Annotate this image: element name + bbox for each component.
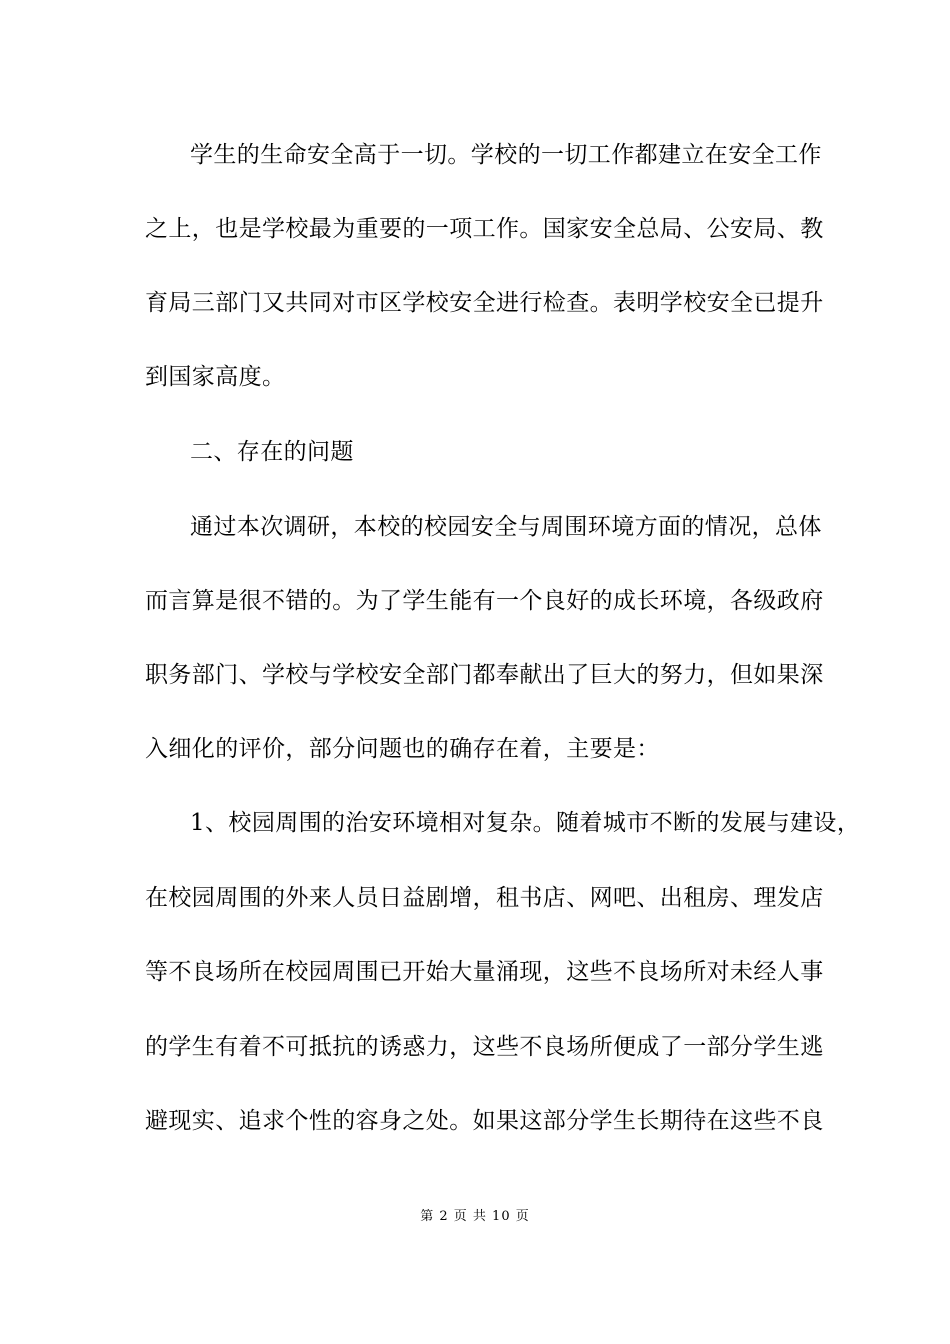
paragraph-line: 职务部门、学校与学校安全部门都奉献出了巨大的努力，但如果深 <box>145 662 824 688</box>
paragraph-line: 的学生有着不可抵抗的诱惑力，这些不良场所便成了一部分学生逃 <box>145 1034 824 1060</box>
paragraph-line: 1、校园周围的治安环境相对复杂。随着城市不断的发展与建设， <box>190 810 861 836</box>
paragraph-line: 之上，也是学校最为重要的一项工作。国家安全总局、公安局、教 <box>145 216 824 242</box>
paragraph-line: 到国家高度。 <box>145 364 286 390</box>
paragraph-line: 等不良场所在校园周围已开始大量涌现，这些不良场所对未经人事 <box>145 959 824 985</box>
paragraph-line: 入细化的评价，部分问题也的确存在着，主要是： <box>145 736 660 762</box>
paragraph-line: 而言算是很不错的。为了学生能有一个良好的成长环境，各级政府 <box>145 588 824 614</box>
paragraph-line: 通过本次调研，本校的校园安全与周围环境方面的情况，总体 <box>190 514 822 540</box>
paragraph-line: 避现实、追求个性的容身之处。如果这部分学生长期待在这些不良 <box>145 1108 824 1134</box>
page-number-footer: 第 2 页 共 10 页 <box>420 1209 530 1224</box>
paragraph-line: 学生的生命安全高于一切。学校的一切工作都建立在安全工作 <box>190 142 822 168</box>
section-heading: 二、存在的问题 <box>190 439 354 465</box>
paragraph-line: 在校园周围的外来人员日益剧增，租书店、网吧、出租房、理发店 <box>145 885 824 911</box>
paragraph-line: 育局三部门又共同对市区学校安全进行检查。表明学校安全已提升 <box>145 290 824 316</box>
